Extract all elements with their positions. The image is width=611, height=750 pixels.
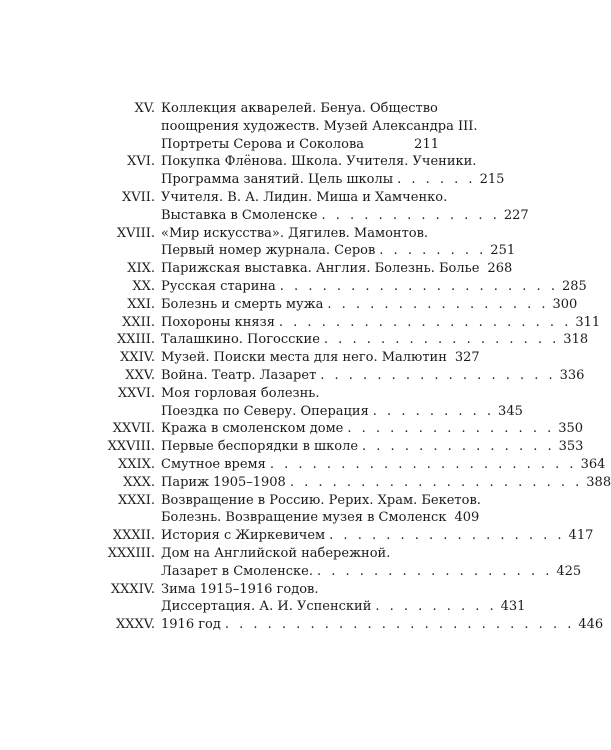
chapter-title-line [161, 171, 505, 189]
page-number: 431 [500, 599, 526, 615]
chapter-title-line [161, 598, 526, 616]
page-number: 336 [559, 367, 585, 383]
chapter-title-text: Портреты Серова и Соколова [161, 136, 365, 152]
dot-leader: . . . . . . . . . . . . . [321, 207, 500, 223]
page-number: 364 [580, 456, 606, 472]
chapter-title-line [161, 474, 611, 492]
chapter-number: XXXII. [112, 528, 155, 544]
toc-entry [0, 225, 600, 261]
chapter-title [161, 260, 513, 278]
toc-entry [0, 331, 600, 349]
chapter-title [161, 456, 606, 474]
dot-leader: . . . . . . . . . . . . . . . . . [316, 563, 553, 579]
dot-leader: . . . . . . [397, 172, 476, 188]
chapter-title [161, 527, 594, 545]
chapter-title-text: Лазарет в Смоленске. [161, 563, 313, 579]
chapter-title-text: Болезнь. Возвращение музея в Смоленск [161, 510, 447, 526]
chapter-title-line [161, 314, 601, 332]
chapter-title [161, 331, 589, 349]
chapter-title-line: Моя горловая болезнь. [161, 385, 320, 401]
chapter-title-text: Болезнь и смерть мужа [161, 296, 324, 312]
chapter-title-line [161, 403, 523, 421]
chapter-title-text: История с Жиркевичем [161, 528, 326, 544]
chapter-number: XXV. [125, 367, 155, 383]
chapter-title [161, 100, 478, 153]
chapter-title-text: Кража в смоленском доме [161, 421, 344, 437]
chapter-number: XXIII. [116, 332, 155, 348]
chapter-title [161, 296, 578, 314]
toc-entry [0, 367, 600, 385]
chapter-title-line: Коллекция акварелей. Бенуа. Общество [161, 101, 438, 116]
chapter-title-text: Похороны князя [161, 314, 275, 330]
page-number: 211 [414, 136, 439, 152]
chapter-number: XXII. [122, 314, 155, 330]
toc-entry [0, 153, 600, 189]
page-number: 227 [503, 207, 529, 223]
page-number: 268 [487, 261, 513, 277]
chapter-number: XXVIII. [107, 439, 155, 455]
chapter-title-line [161, 136, 439, 154]
chapter-number: XXI. [127, 296, 155, 312]
toc-entry [0, 581, 600, 617]
dot-leader: . . . . . . . . . . . . . . . . . . . . . [278, 314, 572, 330]
chapter-title-text: Первый номер журнала. Серов [161, 243, 376, 259]
chapter-number: XXXV. [115, 617, 155, 633]
page-number: 388 [586, 474, 611, 490]
toc-entry [0, 100, 600, 153]
page-number: 318 [563, 332, 589, 348]
chapter-title-line [161, 563, 582, 581]
chapter-number: XXIV. [120, 350, 155, 366]
toc-entry [0, 296, 600, 314]
dot-leader: . . . . . . . . . . . . . . . . . . . . . . [269, 456, 577, 472]
chapter-number: XV. [134, 101, 155, 116]
chapter-number: XXVII. [112, 421, 155, 437]
dot-leader: . . . . . . . . . . . . . . . . [327, 296, 549, 312]
chapter-title-line: Зима 1915–1916 годов. [161, 581, 319, 597]
page-number: 409 [454, 510, 480, 526]
toc-entry [0, 189, 600, 225]
chapter-number: XXVI. [117, 385, 155, 401]
chapter-title-line [161, 456, 606, 474]
chapter-title-line [161, 207, 529, 225]
toc-entry [0, 492, 600, 528]
chapter-title-line [161, 527, 594, 545]
chapter-title-line [161, 420, 584, 438]
chapter-number: XIX. [127, 261, 155, 277]
chapter-title [161, 581, 526, 617]
dot-leader: . . . . . . . . . . . . . . . . . . . . [279, 278, 558, 294]
dot-leader: . . . . . . . . [379, 243, 487, 259]
dot-leader: . . . . . . . . . . . . . . . [347, 421, 555, 437]
chapter-title [161, 153, 505, 189]
chapter-title [161, 420, 584, 438]
dot-leader: . . . . . . . . . . . . . . . . . [329, 528, 565, 544]
toc-entry [0, 260, 600, 278]
page-number: 215 [479, 172, 505, 188]
dot-leader: . . . . . . . . . [375, 599, 497, 615]
chapter-title-text: Париж 1905–1908 [161, 474, 286, 490]
chapter-title [161, 349, 480, 367]
chapter-title-text: Война. Театр. Лазарет [161, 367, 317, 383]
page-number: 353 [558, 439, 584, 455]
chapter-title-text: Музей. Поиски места для него. Малютин [161, 350, 447, 366]
chapter-title-line: «Мир искусства». Дягилев. Мамонтов. [161, 225, 429, 241]
chapter-title [161, 189, 529, 225]
chapter-number: XVIII. [116, 225, 155, 241]
chapter-title [161, 474, 611, 492]
table-of-contents [0, 100, 611, 634]
chapter-title-line: поощрения художеств. Музей Александра III. [161, 118, 478, 134]
chapter-title [161, 438, 584, 456]
chapter-title [161, 314, 601, 332]
dot-leader: . . . . . . . . . . . . . . [362, 439, 555, 455]
chapter-title-line [161, 331, 589, 349]
chapter-number: XXXIV. [110, 581, 155, 597]
dot-leader: . . . . . . . . . . . . . . . . . . . . . [289, 474, 583, 490]
chapter-title [161, 492, 481, 528]
toc-entry [0, 545, 600, 581]
toc-entry [0, 420, 600, 438]
page-number: 251 [490, 243, 516, 259]
dot-leader: . . . . . . . . . [372, 403, 495, 419]
page-number: 350 [558, 421, 584, 437]
page-number: 417 [568, 528, 594, 544]
chapter-title-line [161, 367, 585, 385]
page-number: 425 [556, 563, 582, 579]
chapter-title-text: 1916 год [161, 617, 221, 633]
page-number: 311 [575, 314, 601, 330]
chapter-number: XXXIII. [107, 545, 155, 561]
chapter-number: XXX. [123, 474, 155, 490]
page-number: 446 [578, 617, 604, 633]
toc-entry [0, 616, 604, 634]
chapter-title [161, 385, 523, 421]
dot-leader: . . . . . . . . . . . . . . . . . [320, 367, 556, 383]
chapter-title-line [161, 296, 578, 314]
chapter-title-line [161, 242, 516, 260]
chapter-number: XX. [132, 278, 155, 294]
page-number: 285 [561, 278, 587, 294]
dot-leader: . . . . . . . . . . . . . . . . . . . . . . . . . [224, 617, 575, 633]
page-number: 300 [552, 296, 578, 312]
toc-entry [0, 314, 600, 332]
chapter-title-text: Смутное время [161, 456, 266, 472]
page-number: 345 [498, 403, 523, 419]
chapter-title-line [161, 438, 584, 456]
chapter-number: XVI. [127, 154, 155, 170]
chapter-title-line: Учителя. В. А. Лидин. Миша и Хамченко. [161, 189, 448, 205]
chapter-title-text: Программа занятий. Цель школы [161, 172, 394, 188]
chapter-title [161, 225, 516, 261]
toc-entry [0, 527, 600, 545]
toc-entry [0, 349, 600, 367]
toc-entry [0, 438, 600, 456]
chapter-title-line [161, 616, 604, 634]
chapter-number: XXXI. [117, 492, 155, 508]
chapter-title-line [161, 509, 480, 527]
chapter-title-text: Диссертация. А. И. Успенский [161, 599, 372, 615]
chapter-title [161, 278, 587, 296]
page-number: 327 [454, 350, 480, 366]
chapter-title [161, 616, 604, 634]
chapter-number: XVII. [121, 189, 155, 205]
chapter-title-line: Покупка Флёнова. Школа. Учителя. Ученики. [161, 154, 477, 170]
chapter-number: XXIX. [117, 456, 155, 472]
toc-entry [0, 456, 606, 474]
toc-entry [0, 474, 611, 492]
chapter-title-text: Парижская выставка. Англия. Болезнь. Больe [161, 261, 480, 277]
chapter-title-text: Поездка по Северу. Операция [161, 403, 369, 419]
dot-leader: . . . . . . . . . . . . . . . . . [323, 332, 560, 348]
chapter-title-line [161, 278, 587, 296]
chapter-title-line [161, 349, 480, 367]
chapter-title [161, 367, 585, 385]
chapter-title-line: Дом на Английской набережной. [161, 545, 391, 561]
toc-entry [0, 278, 600, 296]
chapter-title-line [161, 260, 513, 278]
chapter-title-text: Первые беспорядки в школе [161, 439, 359, 455]
chapter-title-line: Возвращение в Россию. Рерих. Храм. Бекетов. [161, 492, 481, 508]
toc-entry [0, 385, 600, 421]
chapter-title [161, 545, 582, 581]
chapter-title-text: Выставка в Смоленске [161, 207, 318, 223]
chapter-title-text: Талашкино. Погосские [161, 332, 320, 348]
chapter-title-text: Русская старина [161, 278, 276, 294]
